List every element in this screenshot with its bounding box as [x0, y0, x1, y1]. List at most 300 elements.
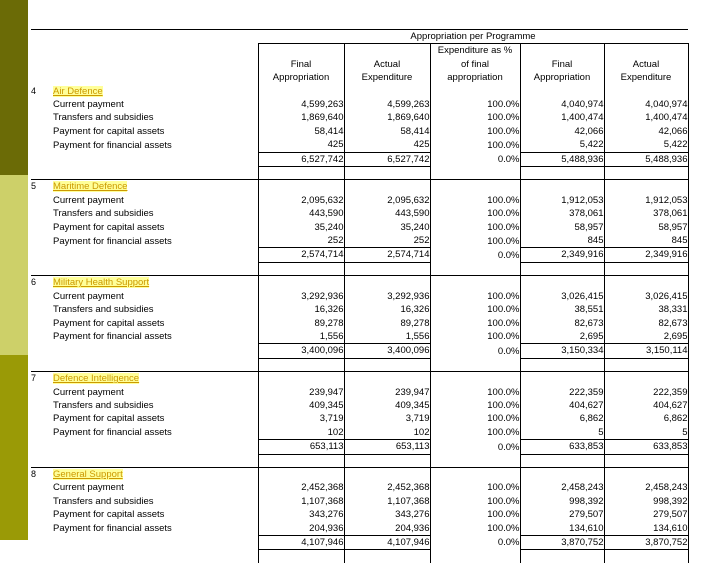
line-item-final-appropriation-2: 222,359 [520, 386, 604, 399]
line-item-label: Current payment [53, 98, 258, 111]
line-item-actual-expenditure-1: 3,292,936 [344, 290, 430, 303]
line-item-actual-expenditure-1: 4,599,263 [344, 98, 430, 111]
total-final-appropriation-1: 4,107,946 [258, 535, 344, 549]
line-item-final-appropriation-1: 252 [258, 234, 344, 248]
line-item-label: Transfers and subsidies [53, 303, 258, 316]
line-item-final-appropriation-2: 1,400,474 [520, 111, 604, 124]
total-actual-expenditure-1: 653,113 [344, 440, 430, 454]
line-item-final-appropriation-1: 102 [258, 426, 344, 440]
gap-final-2 [520, 167, 604, 180]
gap-pct [430, 358, 520, 371]
header-spacer-num [31, 44, 53, 85]
block-gap-row [31, 262, 688, 275]
header-actual-expenditure-1-line-1: Actual [345, 58, 430, 71]
line-item-expenditure-percent: 100.0% [430, 426, 520, 440]
programme-pct-blank [430, 276, 520, 290]
line-item-actual-expenditure-2: 6,862 [604, 412, 688, 425]
line-item-final-appropriation-1: 1,869,640 [258, 111, 344, 124]
line-item-final-appropriation-1: 3,719 [258, 412, 344, 425]
line-item-actual-expenditure-1: 239,947 [344, 386, 430, 399]
programme-final-1-blank [258, 85, 344, 98]
line-item-actual-expenditure-2: 3,026,415 [604, 290, 688, 303]
appropriation-table-body [31, 30, 688, 563]
gap-final-1 [258, 550, 344, 563]
line-item-actual-expenditure-2: 134,610 [604, 522, 688, 536]
gap-actual-1 [344, 167, 430, 180]
line-item-actual-expenditure-2: 5,422 [604, 138, 688, 152]
line-item-final-appropriation-1: 204,936 [258, 522, 344, 536]
line-item-final-appropriation-1: 35,240 [258, 221, 344, 234]
gap-label [53, 167, 258, 180]
sidebar-bar-dark [0, 0, 28, 175]
row-number-spacer [31, 426, 53, 440]
line-item-expenditure-percent: 100.0% [430, 522, 520, 536]
line-item-final-appropriation-1: 1,107,368 [258, 495, 344, 508]
gap-final-1 [258, 358, 344, 371]
total-expenditure-percent: 0.0% [430, 344, 520, 358]
programme-actual-1-blank [344, 180, 430, 194]
programme-actual-2-blank [604, 372, 688, 386]
line-item-actual-expenditure-2: 378,061 [604, 207, 688, 220]
programme-total-row [31, 248, 688, 262]
total-row-label [53, 535, 258, 549]
line-item-row [31, 303, 688, 316]
header-actual-expenditure-1 [344, 44, 430, 85]
line-item-expenditure-percent: 100.0% [430, 386, 520, 399]
line-item-label: Payment for capital assets [53, 317, 258, 330]
line-item-label: Payment for financial assets [53, 522, 258, 536]
line-item-expenditure-percent: 100.0% [430, 330, 520, 344]
table-header-row [31, 44, 688, 85]
gap-actual-1 [344, 550, 430, 563]
row-number-spacer [31, 386, 53, 399]
line-item-actual-expenditure-2: 4,040,974 [604, 98, 688, 111]
programme-number-5: 5 [31, 180, 53, 194]
line-item-expenditure-percent: 100.0% [430, 303, 520, 316]
line-item-label: Payment for financial assets [53, 426, 258, 440]
line-item-expenditure-percent: 100.0% [430, 111, 520, 124]
line-item-actual-expenditure-1: 89,278 [344, 317, 430, 330]
line-item-label: Transfers and subsidies [53, 111, 258, 124]
line-item-expenditure-percent: 100.0% [430, 399, 520, 412]
line-item-final-appropriation-2: 42,066 [520, 125, 604, 138]
line-item-row [31, 386, 688, 399]
programme-actual-1-blank [344, 467, 430, 481]
line-item-final-appropriation-2: 1,912,053 [520, 194, 604, 207]
row-number-spacer [31, 207, 53, 220]
line-item-actual-expenditure-1: 1,556 [344, 330, 430, 344]
total-final-appropriation-2: 5,488,936 [520, 152, 604, 166]
block-gap-row [31, 550, 688, 563]
line-item-expenditure-percent: 100.0% [430, 138, 520, 152]
block-gap-row [31, 358, 688, 371]
line-item-actual-expenditure-1: 252 [344, 234, 430, 248]
table-title-row [31, 30, 688, 44]
line-item-actual-expenditure-1: 425 [344, 138, 430, 152]
header-actual-expenditure-2 [604, 44, 688, 85]
row-number-spacer [31, 412, 53, 425]
line-item-final-appropriation-2: 58,957 [520, 221, 604, 234]
line-item-label: Current payment [53, 386, 258, 399]
programme-final-2-blank [520, 372, 604, 386]
group-title: Appropriation per Programme [258, 30, 688, 44]
header-final-appropriation-2 [520, 44, 604, 85]
programme-total-row [31, 535, 688, 549]
line-item-actual-expenditure-2: 58,957 [604, 221, 688, 234]
header-actual-expenditure-2-line-2: Expenditure [605, 71, 688, 84]
line-item-actual-expenditure-2: 82,673 [604, 317, 688, 330]
header-expenditure-percent [430, 44, 520, 85]
header-final-appropriation-2-line-1: Final [521, 58, 604, 71]
line-item-final-appropriation-1: 2,452,368 [258, 481, 344, 494]
programme-total-row [31, 344, 688, 358]
header-actual-expenditure-2-line-1: Actual [605, 58, 688, 71]
total-row-label [53, 440, 258, 454]
line-item-final-appropriation-2: 279,507 [520, 508, 604, 521]
line-item-expenditure-percent: 100.0% [430, 221, 520, 234]
programme-header-row [31, 372, 688, 386]
gap-final-2 [520, 550, 604, 563]
line-item-actual-expenditure-2: 279,507 [604, 508, 688, 521]
line-item-row [31, 111, 688, 124]
line-item-actual-expenditure-1: 343,276 [344, 508, 430, 521]
line-item-label: Transfers and subsidies [53, 399, 258, 412]
line-item-actual-expenditure-1: 58,414 [344, 125, 430, 138]
line-item-expenditure-percent: 100.0% [430, 207, 520, 220]
line-item-row [31, 495, 688, 508]
total-row-number-spacer [31, 344, 53, 358]
gap-final-2 [520, 358, 604, 371]
programme-actual-2-blank [604, 467, 688, 481]
row-number-spacer [31, 303, 53, 316]
programme-final-2-blank [520, 467, 604, 481]
header-actual-expenditure-1-pad [345, 44, 430, 57]
line-item-actual-expenditure-2: 404,627 [604, 399, 688, 412]
total-actual-expenditure-1: 3,400,096 [344, 344, 430, 358]
total-actual-expenditure-1: 2,574,714 [344, 248, 430, 262]
row-number-spacer [31, 125, 53, 138]
line-item-row [31, 426, 688, 440]
line-item-expenditure-percent: 100.0% [430, 412, 520, 425]
line-item-actual-expenditure-2: 2,695 [604, 330, 688, 344]
line-item-label: Current payment [53, 194, 258, 207]
gap-actual-1 [344, 454, 430, 467]
line-item-final-appropriation-1: 58,414 [258, 125, 344, 138]
header-final-appropriation-2-line-2: Appropriation [521, 71, 604, 84]
line-item-expenditure-percent: 100.0% [430, 194, 520, 207]
programme-final-1-blank [258, 467, 344, 481]
row-number-spacer [31, 330, 53, 344]
line-item-row [31, 522, 688, 536]
line-item-final-appropriation-1: 343,276 [258, 508, 344, 521]
line-item-expenditure-percent: 100.0% [430, 234, 520, 248]
line-item-actual-expenditure-2: 38,331 [604, 303, 688, 316]
total-expenditure-percent: 0.0% [430, 152, 520, 166]
line-item-final-appropriation-2: 6,862 [520, 412, 604, 425]
line-item-label: Current payment [53, 290, 258, 303]
line-item-actual-expenditure-2: 1,400,474 [604, 111, 688, 124]
gap-actual-2 [604, 167, 688, 180]
line-item-expenditure-percent: 100.0% [430, 98, 520, 111]
total-row-number-spacer [31, 440, 53, 454]
line-item-final-appropriation-2: 3,026,415 [520, 290, 604, 303]
line-item-actual-expenditure-1: 204,936 [344, 522, 430, 536]
line-item-actual-expenditure-1: 2,095,632 [344, 194, 430, 207]
line-item-label: Payment for capital assets [53, 221, 258, 234]
gap-pct [430, 167, 520, 180]
line-item-label: Current payment [53, 481, 258, 494]
header-final-appropriation-1 [258, 44, 344, 85]
total-expenditure-percent: 0.0% [430, 535, 520, 549]
programme-final-1-blank [258, 372, 344, 386]
programme-name-link[interactable]: General Support [53, 469, 123, 480]
header-actual-expenditure-2-pad [605, 44, 688, 57]
row-number-spacer [31, 495, 53, 508]
programme-name-7[interactable] [53, 372, 258, 386]
gap-actual-2 [604, 550, 688, 563]
total-final-appropriation-2: 633,853 [520, 440, 604, 454]
line-item-row [31, 207, 688, 220]
line-item-row [31, 234, 688, 248]
row-number-spacer [31, 111, 53, 124]
total-actual-expenditure-1: 4,107,946 [344, 535, 430, 549]
gap-label [53, 550, 258, 563]
total-actual-expenditure-2: 2,349,916 [604, 248, 688, 262]
line-item-row [31, 290, 688, 303]
header-expenditure-percent-line-1: Expenditure as % [431, 44, 520, 57]
header-final-appropriation-1-pad [259, 44, 344, 57]
line-item-final-appropriation-1: 443,590 [258, 207, 344, 220]
line-item-row [31, 412, 688, 425]
line-item-label: Payment for capital assets [53, 125, 258, 138]
total-final-appropriation-1: 6,527,742 [258, 152, 344, 166]
programme-final-2-blank [520, 85, 604, 98]
total-row-number-spacer [31, 248, 53, 262]
line-item-row [31, 194, 688, 207]
line-item-actual-expenditure-1: 102 [344, 426, 430, 440]
total-final-appropriation-2: 2,349,916 [520, 248, 604, 262]
line-item-final-appropriation-1: 89,278 [258, 317, 344, 330]
row-number-spacer [31, 234, 53, 248]
line-item-label: Payment for capital assets [53, 412, 258, 425]
programme-name-5[interactable] [53, 180, 258, 194]
line-item-row [31, 399, 688, 412]
programme-number-8: 8 [31, 467, 53, 481]
row-number-spacer [31, 221, 53, 234]
total-row-number-spacer [31, 535, 53, 549]
total-actual-expenditure-2: 633,853 [604, 440, 688, 454]
gap-number [31, 550, 53, 563]
line-item-final-appropriation-2: 378,061 [520, 207, 604, 220]
row-number-spacer [31, 399, 53, 412]
programme-name-8[interactable] [53, 467, 258, 481]
line-item-row [31, 138, 688, 152]
total-final-appropriation-1: 653,113 [258, 440, 344, 454]
programme-total-row [31, 440, 688, 454]
line-item-expenditure-percent: 100.0% [430, 290, 520, 303]
total-row-label [53, 344, 258, 358]
line-item-actual-expenditure-1: 3,719 [344, 412, 430, 425]
total-expenditure-percent: 0.0% [430, 440, 520, 454]
programme-name-link[interactable]: Military Health Support [53, 277, 149, 288]
line-item-label: Payment for capital assets [53, 508, 258, 521]
row-number-spacer [31, 481, 53, 494]
line-item-expenditure-percent: 100.0% [430, 495, 520, 508]
header-spacer-label [53, 44, 258, 85]
total-row-label [53, 248, 258, 262]
line-item-expenditure-percent: 100.0% [430, 125, 520, 138]
line-item-actual-expenditure-1: 2,452,368 [344, 481, 430, 494]
sidebar-bar-light [0, 175, 28, 355]
row-number-spacer [31, 98, 53, 111]
line-item-actual-expenditure-2: 1,912,053 [604, 194, 688, 207]
gap-number [31, 358, 53, 371]
total-row-label [53, 152, 258, 166]
programme-name-6[interactable] [53, 276, 258, 290]
gap-final-2 [520, 454, 604, 467]
line-item-final-appropriation-2: 2,458,243 [520, 481, 604, 494]
header-final-appropriation-1-line-1: Final [259, 58, 344, 71]
row-number-spacer [31, 138, 53, 152]
line-item-actual-expenditure-2: 5 [604, 426, 688, 440]
title-spacer-left [31, 30, 258, 44]
programme-name-link[interactable]: Air Defence [53, 86, 103, 97]
line-item-actual-expenditure-1: 16,326 [344, 303, 430, 316]
line-item-final-appropriation-1: 425 [258, 138, 344, 152]
line-item-row [31, 330, 688, 344]
gap-pct [430, 454, 520, 467]
row-number-spacer [31, 290, 53, 303]
header-expenditure-percent-line-3: appropriation [431, 71, 520, 84]
programme-final-2-blank [520, 180, 604, 194]
appropriation-table [31, 29, 689, 563]
programme-actual-1-blank [344, 276, 430, 290]
gap-number [31, 167, 53, 180]
header-expenditure-percent-line-2: of final [431, 58, 520, 71]
gap-final-1 [258, 167, 344, 180]
gap-label [53, 262, 258, 275]
programme-actual-2-blank [604, 180, 688, 194]
line-item-row [31, 125, 688, 138]
line-item-final-appropriation-2: 38,551 [520, 303, 604, 316]
line-item-row [31, 508, 688, 521]
line-item-final-appropriation-2: 845 [520, 234, 604, 248]
row-number-spacer [31, 194, 53, 207]
line-item-label: Payment for financial assets [53, 138, 258, 152]
gap-final-1 [258, 262, 344, 275]
programme-final-1-blank [258, 276, 344, 290]
line-item-actual-expenditure-2: 845 [604, 234, 688, 248]
line-item-label: Transfers and subsidies [53, 207, 258, 220]
line-item-final-appropriation-2: 5,422 [520, 138, 604, 152]
line-item-label: Transfers and subsidies [53, 495, 258, 508]
programme-actual-1-blank [344, 85, 430, 98]
line-item-actual-expenditure-2: 42,066 [604, 125, 688, 138]
sidebar-bar-olive [0, 355, 28, 540]
line-item-final-appropriation-2: 404,627 [520, 399, 604, 412]
gap-pct [430, 262, 520, 275]
line-item-actual-expenditure-2: 2,458,243 [604, 481, 688, 494]
line-item-expenditure-percent: 100.0% [430, 481, 520, 494]
line-item-final-appropriation-2: 134,610 [520, 522, 604, 536]
line-item-final-appropriation-1: 409,345 [258, 399, 344, 412]
gap-final-2 [520, 262, 604, 275]
programme-number-7: 7 [31, 372, 53, 386]
gap-number [31, 454, 53, 467]
total-actual-expenditure-2: 3,870,752 [604, 535, 688, 549]
row-number-spacer [31, 522, 53, 536]
line-item-final-appropriation-2: 4,040,974 [520, 98, 604, 111]
line-item-final-appropriation-2: 5 [520, 426, 604, 440]
line-item-actual-expenditure-2: 222,359 [604, 386, 688, 399]
programme-pct-blank [430, 467, 520, 481]
line-item-row [31, 481, 688, 494]
programme-pct-blank [430, 372, 520, 386]
programme-header-row [31, 467, 688, 481]
line-item-final-appropriation-1: 2,095,632 [258, 194, 344, 207]
programme-pct-blank [430, 180, 520, 194]
line-item-row [31, 98, 688, 111]
row-number-spacer [31, 317, 53, 330]
line-item-row [31, 317, 688, 330]
total-final-appropriation-2: 3,870,752 [520, 535, 604, 549]
gap-final-1 [258, 454, 344, 467]
decorative-sidebar [0, 0, 28, 540]
header-actual-expenditure-1-line-2: Expenditure [345, 71, 430, 84]
gap-number [31, 262, 53, 275]
line-item-actual-expenditure-1: 1,869,640 [344, 111, 430, 124]
programme-actual-2-blank [604, 276, 688, 290]
programme-final-1-blank [258, 180, 344, 194]
programme-name-4[interactable] [53, 85, 258, 98]
line-item-actual-expenditure-2: 998,392 [604, 495, 688, 508]
line-item-final-appropriation-1: 239,947 [258, 386, 344, 399]
gap-label [53, 358, 258, 371]
line-item-final-appropriation-2: 82,673 [520, 317, 604, 330]
programme-name-link[interactable]: Maritime Defence [53, 181, 127, 192]
block-gap-row [31, 454, 688, 467]
line-item-expenditure-percent: 100.0% [430, 317, 520, 330]
line-item-expenditure-percent: 100.0% [430, 508, 520, 521]
line-item-final-appropriation-1: 3,292,936 [258, 290, 344, 303]
programme-pct-blank [430, 85, 520, 98]
programme-header-row [31, 85, 688, 98]
line-item-row [31, 221, 688, 234]
line-item-actual-expenditure-1: 409,345 [344, 399, 430, 412]
line-item-final-appropriation-1: 16,326 [258, 303, 344, 316]
block-gap-row [31, 167, 688, 180]
total-expenditure-percent: 0.0% [430, 248, 520, 262]
header-final-appropriation-2-pad [521, 44, 604, 57]
programme-name-link[interactable]: Defence Intelligence [53, 373, 139, 384]
programme-header-row [31, 180, 688, 194]
line-item-actual-expenditure-1: 1,107,368 [344, 495, 430, 508]
total-actual-expenditure-2: 3,150,114 [604, 344, 688, 358]
gap-pct [430, 550, 520, 563]
line-item-final-appropriation-2: 2,695 [520, 330, 604, 344]
total-actual-expenditure-1: 6,527,742 [344, 152, 430, 166]
appropriation-table-wrapper [31, 29, 688, 563]
gap-label [53, 454, 258, 467]
programme-final-2-blank [520, 276, 604, 290]
header-final-appropriation-1-line-2: Appropriation [259, 71, 344, 84]
total-final-appropriation-1: 3,400,096 [258, 344, 344, 358]
gap-actual-2 [604, 262, 688, 275]
line-item-label: Payment for financial assets [53, 234, 258, 248]
programme-header-row [31, 276, 688, 290]
gap-actual-1 [344, 262, 430, 275]
line-item-label: Payment for financial assets [53, 330, 258, 344]
